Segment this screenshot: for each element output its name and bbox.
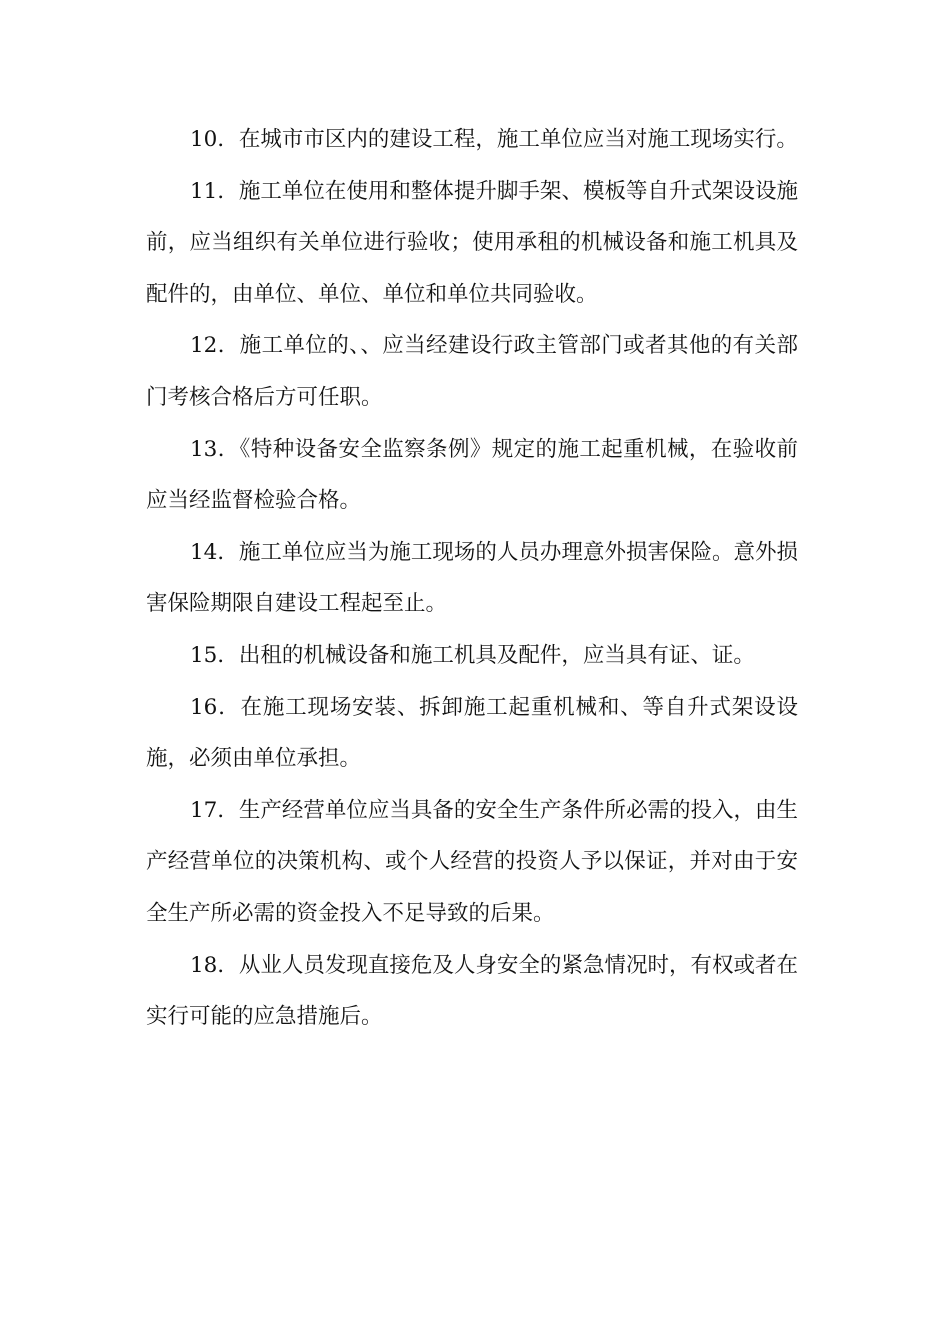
question-12: 12．施工单位的、、应当经建设行政主管部门或者其他的有关部门考核合格后方可任职。 bbox=[146, 333, 798, 410]
question-14: 14．施工单位应当为施工现场的人员办理意外损害保险。意外损害保险期限自建设工程起至止。 bbox=[146, 539, 798, 617]
question-16: 16．在施工现场安装、拆卸施工起重机械和、等自升式架设设施，必须由单位承担。 bbox=[146, 694, 798, 772]
question-18: 18．从业人员发现直接危及人身安全的紧急情况时，有权或者在实行可能的应急措施后。 bbox=[146, 952, 798, 1030]
question-15: 15．出租的机械设备和施工机具及配件，应当具有证、证。 bbox=[190, 642, 755, 668]
question-17: 17．生产经营单位应当具备的安全生产条件所必需的投入，由生产经营单位的决策机构、或个人经营的投资人予以保证，并对由于安全生产所必需的资金投入不足导致的后果。 bbox=[146, 797, 798, 926]
question-13: 13．《特种设备安全监察条例》规定的施工起重机械，在验收前应当经监督检验合格。 bbox=[146, 436, 798, 514]
question-11: 11．施工单位在使用和整体提升脚手架、模板等自升式架设设施前，应当组织有关单位进行验收；使用承租的机械设备和施工机具及配件的，由单位、单位、单位和单位共同验收。 bbox=[146, 178, 798, 307]
question-10: 10．在城市市区内的建设工程，施工单位应当对施工现场实行。 bbox=[190, 127, 798, 152]
document-body bbox=[146, 114, 798, 1043]
